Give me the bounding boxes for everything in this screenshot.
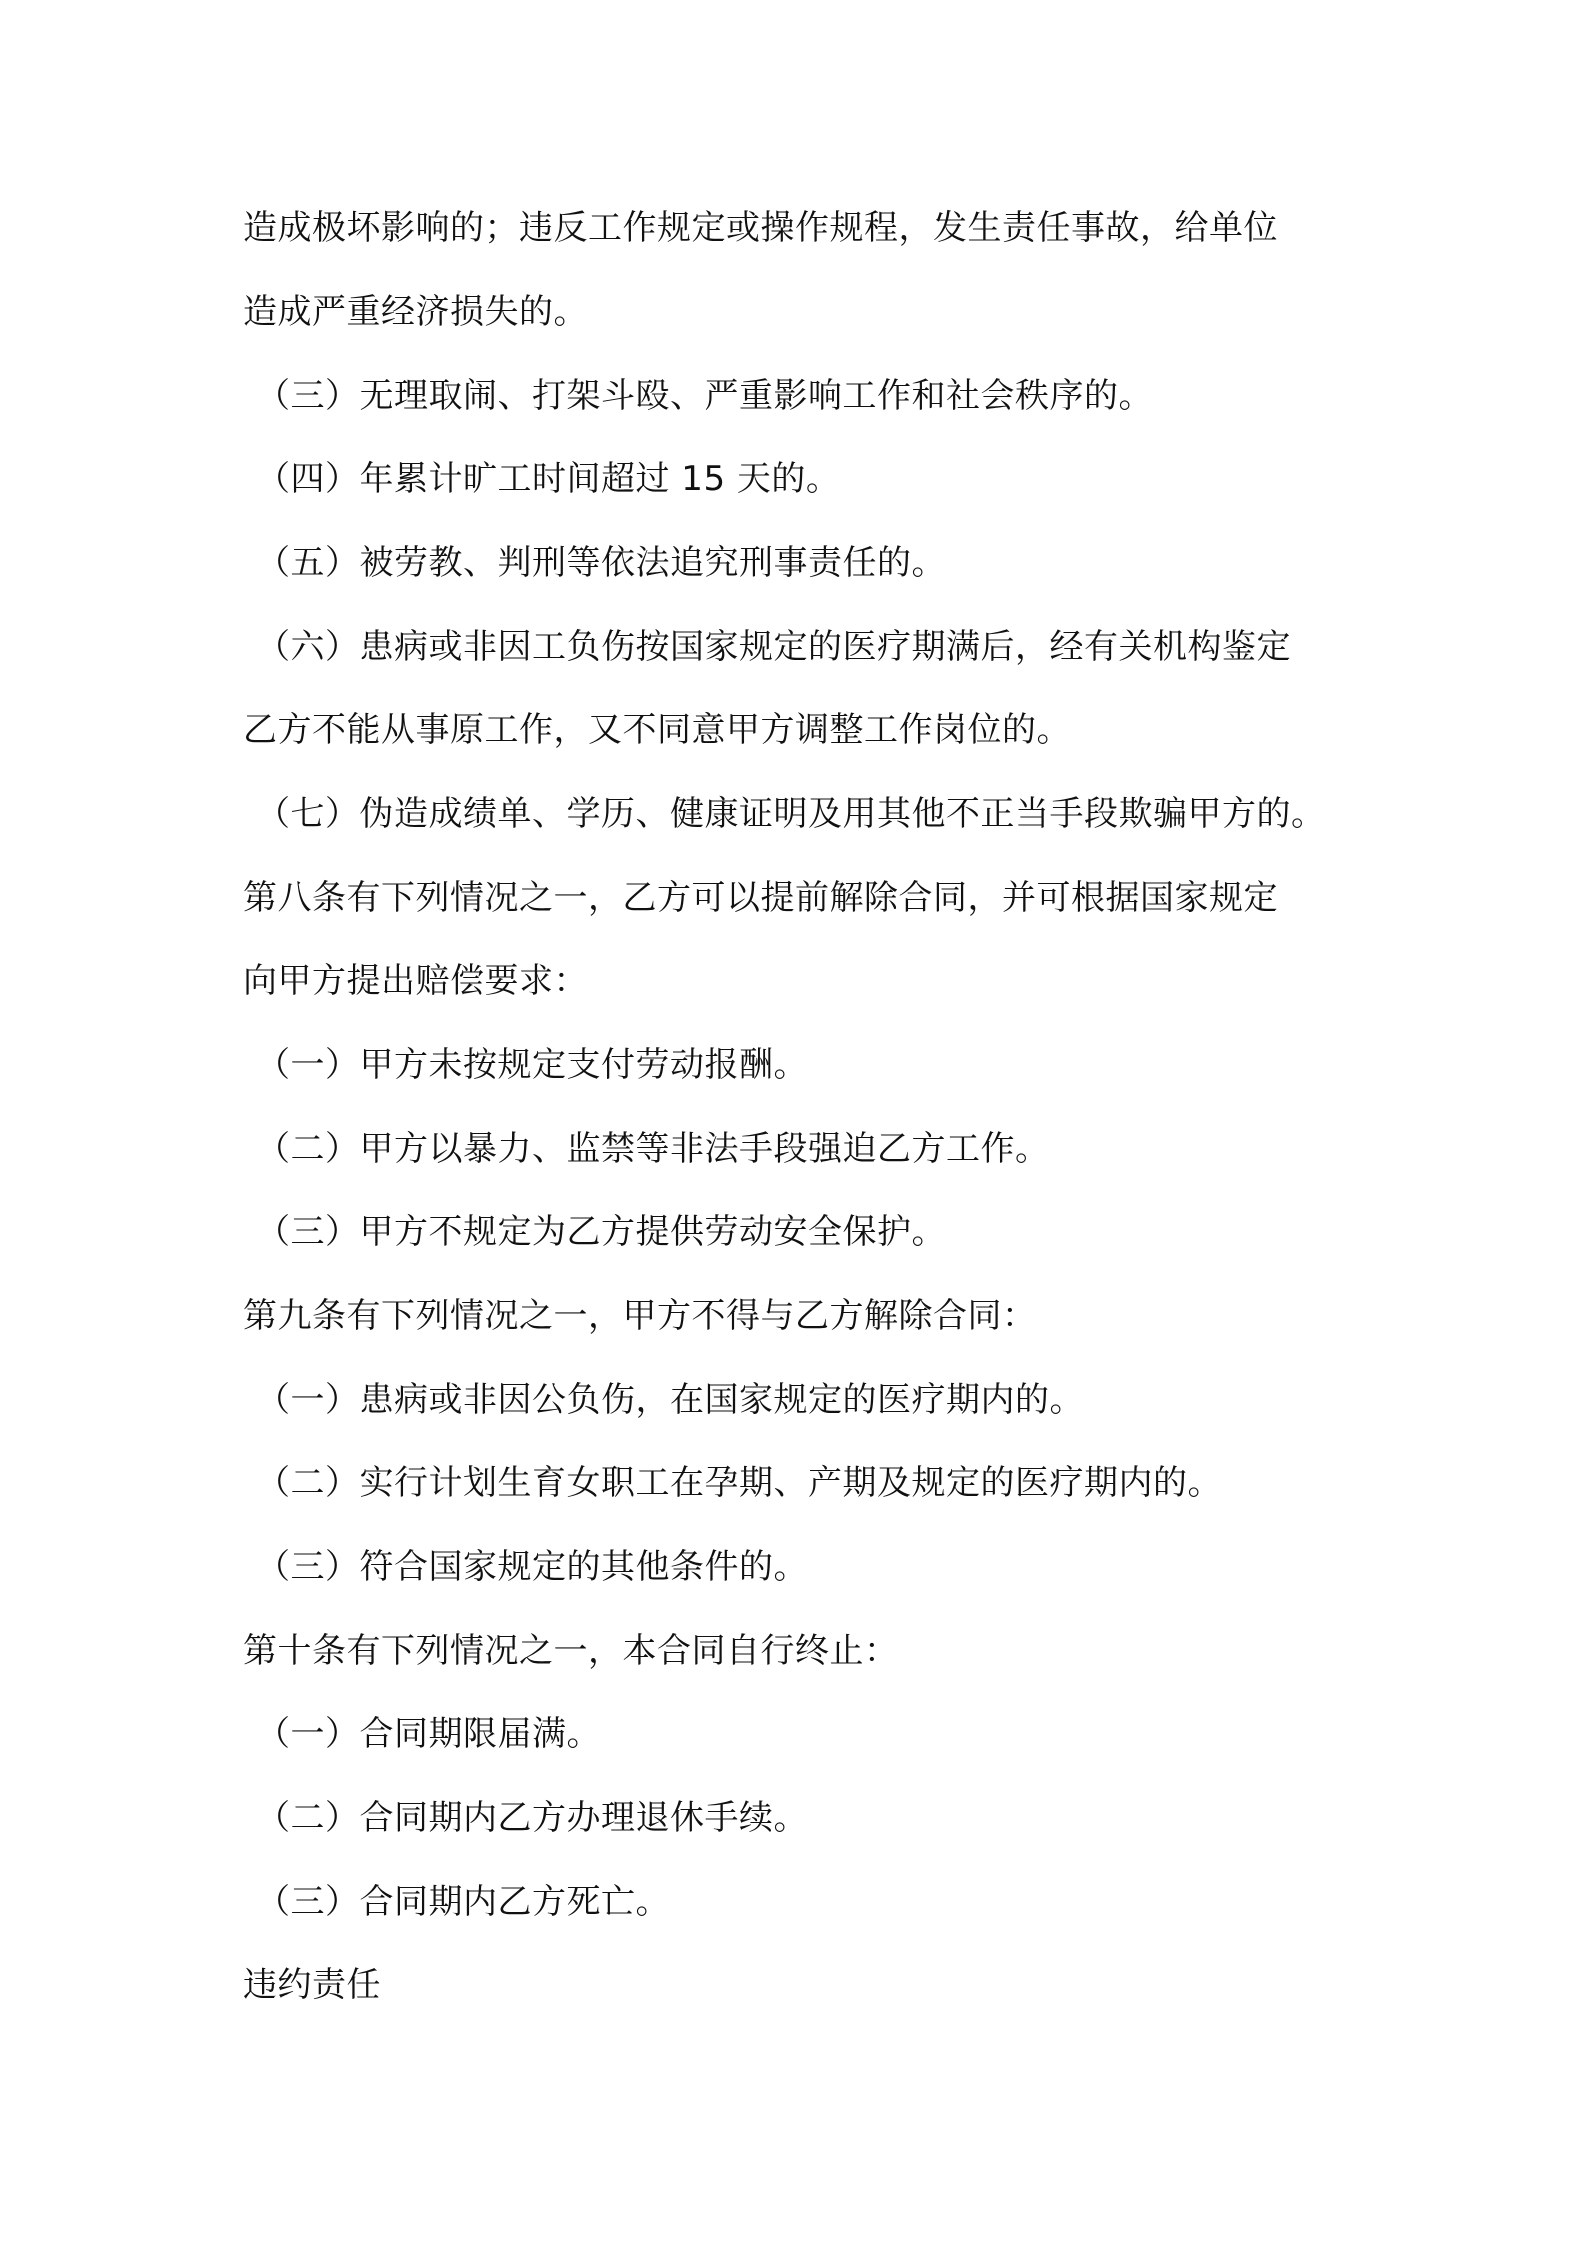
text-line-2: 造成严重经济损失的。 (243, 292, 588, 332)
clause-item-4: （四）年累计旷工时间超过 15 天的。 (256, 459, 841, 499)
clause-item-7: （七）伪造成绩单、学历、健康证明及用其他不正当手段欺骗甲方的。 (256, 794, 1326, 834)
article-10-item-3: （三）合同期内乙方死亡。 (256, 1882, 670, 1922)
text-line-7: 乙方不能从事原工作，又不同意甲方调整工作岗位的。 (243, 710, 1071, 750)
article-8-item-2: （二）甲方以暴力、监禁等非法手段强迫乙方工作。 (256, 1129, 1050, 1169)
article-10-item-2: （二）合同期内乙方办理退休手续。 (256, 1798, 808, 1838)
article-8-continuation: 向甲方提出赔偿要求： (243, 961, 588, 1001)
article-9-item-2: （二）实行计划生育女职工在孕期、产期及规定的医疗期内的。 (256, 1463, 1222, 1503)
article-10-heading: 第十条有下列情况之一，本合同自行终止： (243, 1631, 899, 1671)
clause-item-3: （三）无理取闹、打架斗殴、严重影响工作和社会秩序的。 (256, 376, 1153, 416)
article-8-item-3: （三）甲方不规定为乙方提供劳动安全保护。 (256, 1212, 946, 1252)
section-heading-liability: 违约责任 (243, 1965, 381, 2005)
article-9-item-1: （一）患病或非因公负伤，在国家规定的医疗期内的。 (256, 1380, 1084, 1420)
article-8-item-1: （一）甲方未按规定支付劳动报酬。 (256, 1045, 808, 1085)
clause-item-5: （五）被劳教、判刑等依法追究刑事责任的。 (256, 543, 946, 583)
article-10-item-1: （一）合同期限届满。 (256, 1714, 601, 1754)
clause-item-6: （六）患病或非因工负伤按国家规定的医疗期满后，经有关机构鉴定 (256, 627, 1291, 667)
article-9-item-3: （三）符合国家规定的其他条件的。 (256, 1547, 808, 1587)
article-9-heading: 第九条有下列情况之一，甲方不得与乙方解除合同： (243, 1296, 1037, 1336)
article-8-heading: 第八条有下列情况之一，乙方可以提前解除合同，并可根据国家规定 (243, 878, 1278, 918)
text-line-1: 造成极坏影响的；违反工作规定或操作规程，发生责任事故，给单位 (243, 208, 1278, 248)
